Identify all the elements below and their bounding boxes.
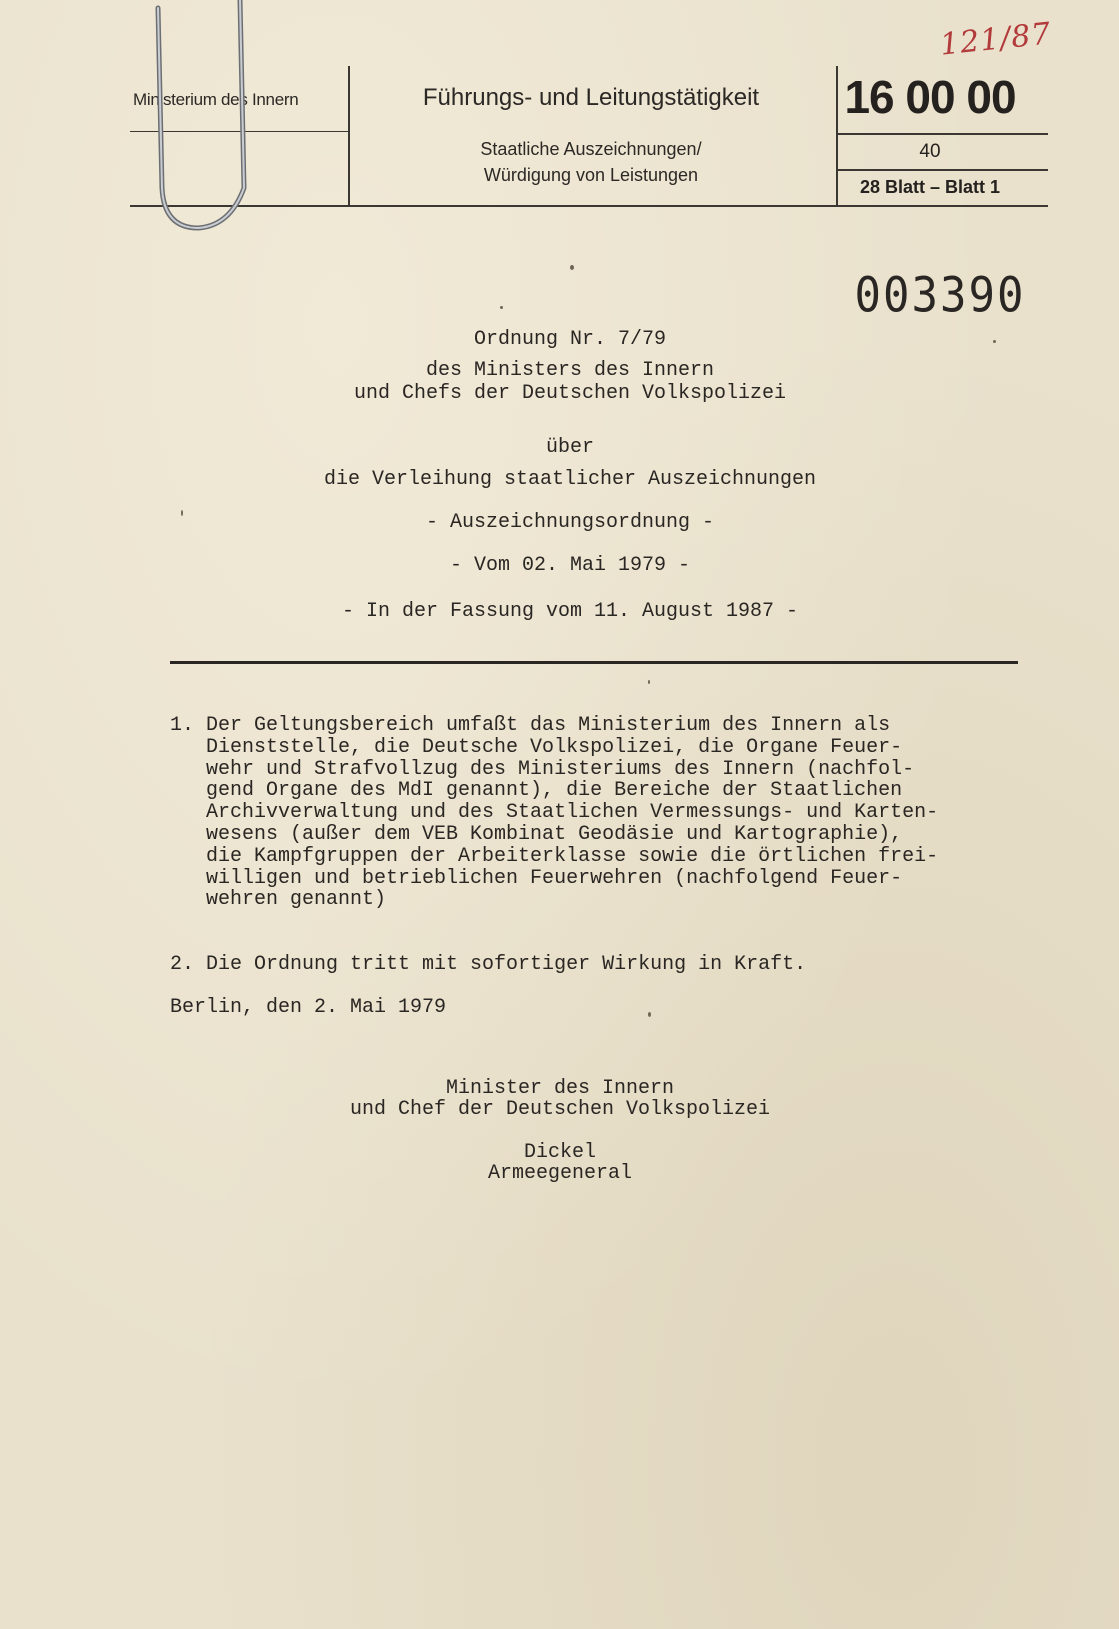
header-divider-2 xyxy=(836,66,838,206)
paper-speck xyxy=(648,680,650,684)
paper-clip-icon xyxy=(140,0,260,240)
ordinance-number: Ordnung Nr. 7/79 xyxy=(473,328,667,351)
short-title: - Auszeichnungsordnung - xyxy=(425,511,715,534)
signatory-name: Dickel xyxy=(523,1141,596,1164)
issue-date: - Vom 02. Mai 1979 - xyxy=(449,554,691,577)
version-date: - In der Fassung vom 11. August 1987 - xyxy=(341,600,799,623)
title-separator-rule xyxy=(170,661,1018,664)
paper-speck xyxy=(500,306,503,309)
paragraph-2: 2. Die Ordnung tritt mit sofortiger Wirkung in Kraft. xyxy=(170,953,807,976)
issuer-line-2: und Chefs der Deutschen Volkspolizei xyxy=(353,382,787,405)
paragraph-1: 1. Der Geltungsbereich umfaßt das Ministerium des Innern als Dienststelle, die Deutsche Volkspolizei, die Organe Feuer- wehr und Strafvollzug des Ministeriums des Innern (nachfol- gend Organe des MdI genannt), die Bereiche der Staatlichen Archivverwaltung und des Staatlichen Vermessungs- und Karten- wesens (außer dem VEB Kombinat Geodäsie und Kartographie), die Kampfgruppen der Arbeiterklasse sowie die örtlichen frei- willigen und betrieblichen Feuerwehren (nachfolgend Feuer- wehren genannt) xyxy=(170,714,939,912)
about-word: über xyxy=(545,436,594,459)
ministry-label: Ministerium des Innern xyxy=(133,90,299,109)
signature-block xyxy=(300,1078,820,1184)
header-bottom-rule xyxy=(130,205,1048,207)
header-title: Führungs- und Leitungstätigkeit xyxy=(422,84,760,111)
header-divider-1 xyxy=(348,66,350,206)
place-date: Berlin, den 2. Mai 1979 xyxy=(170,996,447,1019)
paper-speck xyxy=(648,1012,651,1017)
stamp-number: 003390 xyxy=(854,267,1026,324)
sheet-info: 28 Blatt – Blatt 1 xyxy=(859,177,1001,197)
header-subtitle-line2: Würdigung von Leistungen xyxy=(483,165,699,185)
document-code: 16 00 00 xyxy=(844,71,1016,123)
header-subtitle xyxy=(351,136,831,188)
header-code-rule-2 xyxy=(836,169,1048,171)
document-number: 40 xyxy=(919,141,941,162)
subject-line: die Verleihung staatlicher Auszeichnungen xyxy=(323,468,817,491)
paper-speck xyxy=(181,510,183,516)
handwritten-note: 121/87 xyxy=(938,16,1054,63)
signatory-title-1: Minister des Innern xyxy=(445,1077,675,1100)
signatory-rank: Armeegeneral xyxy=(487,1162,633,1185)
header-code-rule-1 xyxy=(836,133,1048,135)
paper-speck xyxy=(993,340,996,343)
issuer-line-1: des Ministers des Innern xyxy=(425,359,715,382)
header-subtitle-line1: Staatliche Auszeichnungen/ xyxy=(480,139,702,159)
paper-speck xyxy=(570,265,574,270)
signatory-title-2: und Chef der Deutschen Volkspolizei xyxy=(349,1098,771,1121)
